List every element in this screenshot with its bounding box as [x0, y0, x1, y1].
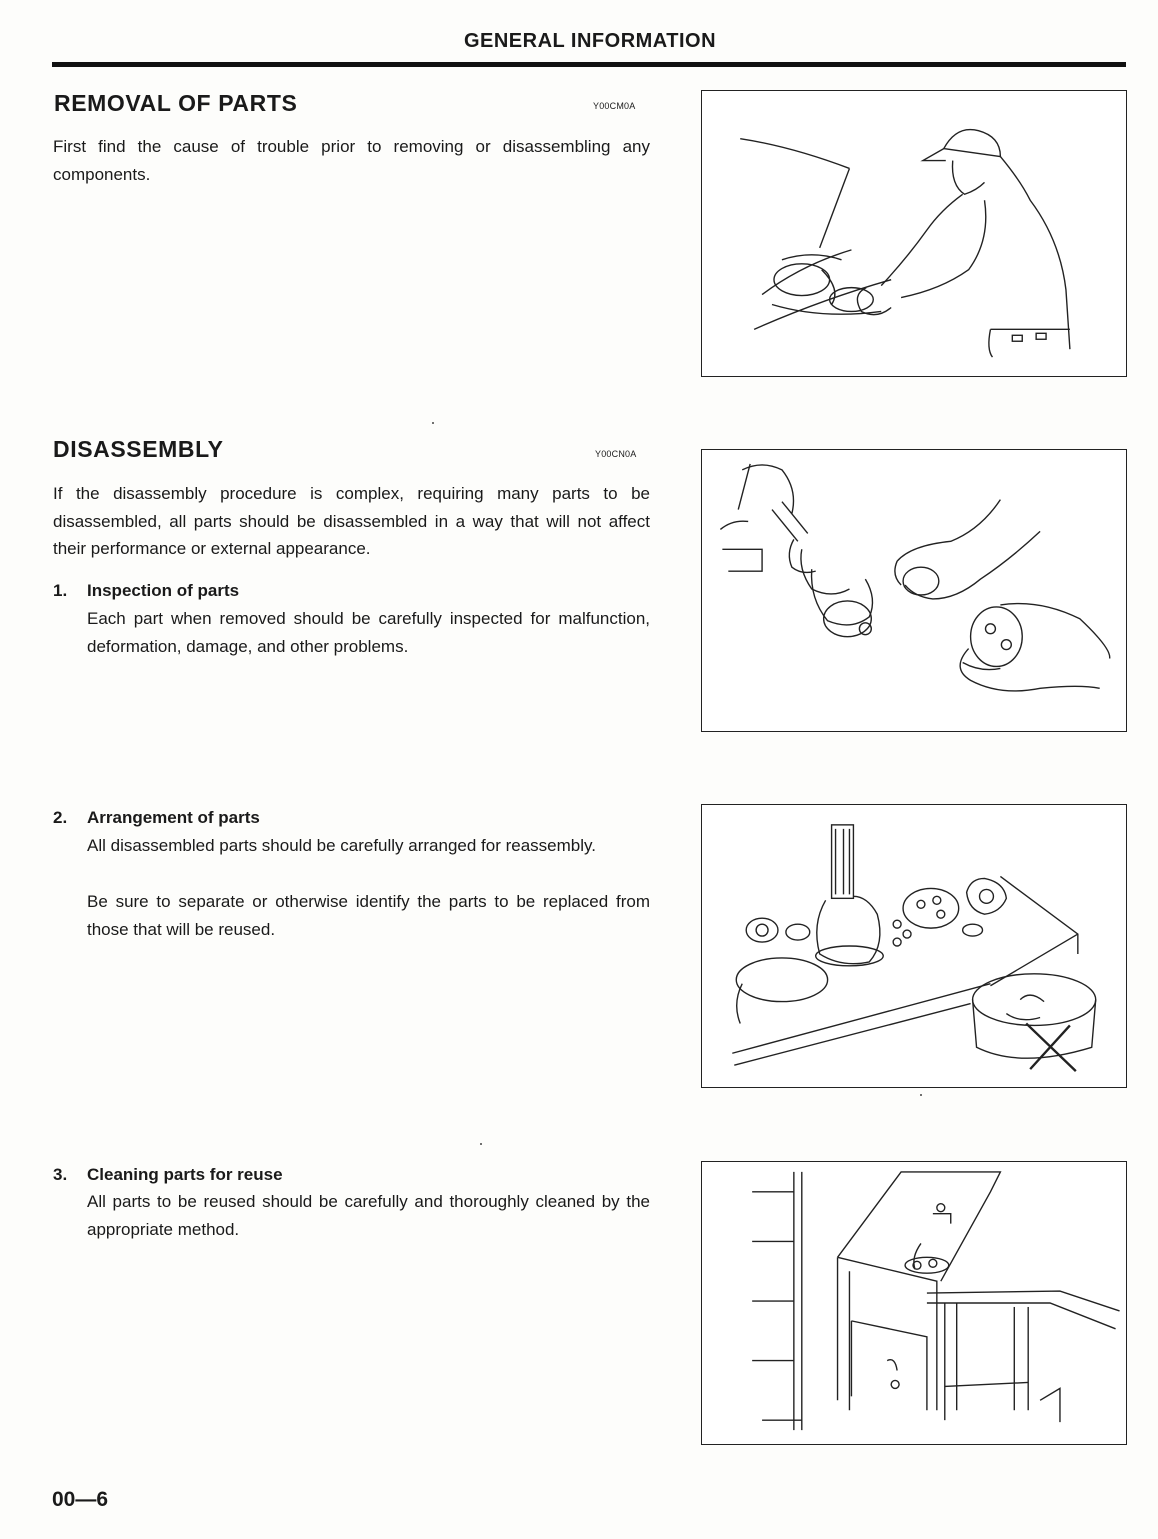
header-rule: [52, 62, 1126, 67]
mechanic-under-hood-drawing: [702, 91, 1126, 376]
parts-washer-drawing: [702, 1162, 1126, 1444]
item-3-text: All parts to be reused should be carefully and thoroughly cleaned by the appropriate method.: [87, 1192, 650, 1239]
inspection-illustration: [701, 449, 1127, 732]
disassembly-section-code: Y00CN0A: [595, 449, 637, 459]
removal-section-code: Y00CM0A: [593, 101, 636, 111]
removal-paragraph: First find the cause of trouble prior to removing or disassembling any components.: [53, 137, 650, 184]
removal-section-title: REMOVAL OF PARTS: [54, 90, 298, 116]
cleaning-illustration: [701, 1161, 1127, 1445]
item-2-number: 2.: [53, 808, 68, 827]
item-1-text: Each part when removed should be carefully inspected for malfunction, deformation, damage, and other problems.: [87, 609, 650, 656]
stray-mark: [920, 1094, 922, 1096]
item-3-title: Cleaning parts for reuse: [87, 1165, 283, 1184]
item-3-number: 3.: [53, 1165, 68, 1184]
page-header-title: GENERAL INFORMATION: [463, 30, 717, 52]
item-2-text-2: Be sure to separate or otherwise identify the parts to be replaced from those that will be reused.: [87, 892, 650, 939]
disassembly-paragraph: If the disassembly procedure is complex, requiring many parts to be disassembled, all parts should be disassembled in a way that will not affect their performance or external appearance.: [53, 484, 650, 558]
removal-illustration: [701, 90, 1127, 377]
parts-on-bench-drawing: [702, 805, 1126, 1087]
item-1-number: 1.: [53, 581, 68, 600]
arrangement-illustration: [701, 804, 1127, 1088]
page-number: 00—6: [52, 1488, 109, 1511]
disassembly-section-title: DISASSEMBLY: [53, 436, 224, 462]
item-2-title: Arrangement of parts: [87, 808, 260, 827]
item-2-text-1: All disassembled parts should be carefully arranged for reassembly.: [87, 836, 596, 855]
cv-joint-inspection-drawing: [702, 450, 1126, 731]
item-1-title: Inspection of parts: [87, 581, 240, 600]
stray-mark: [480, 1143, 482, 1145]
stray-mark: [432, 422, 434, 424]
